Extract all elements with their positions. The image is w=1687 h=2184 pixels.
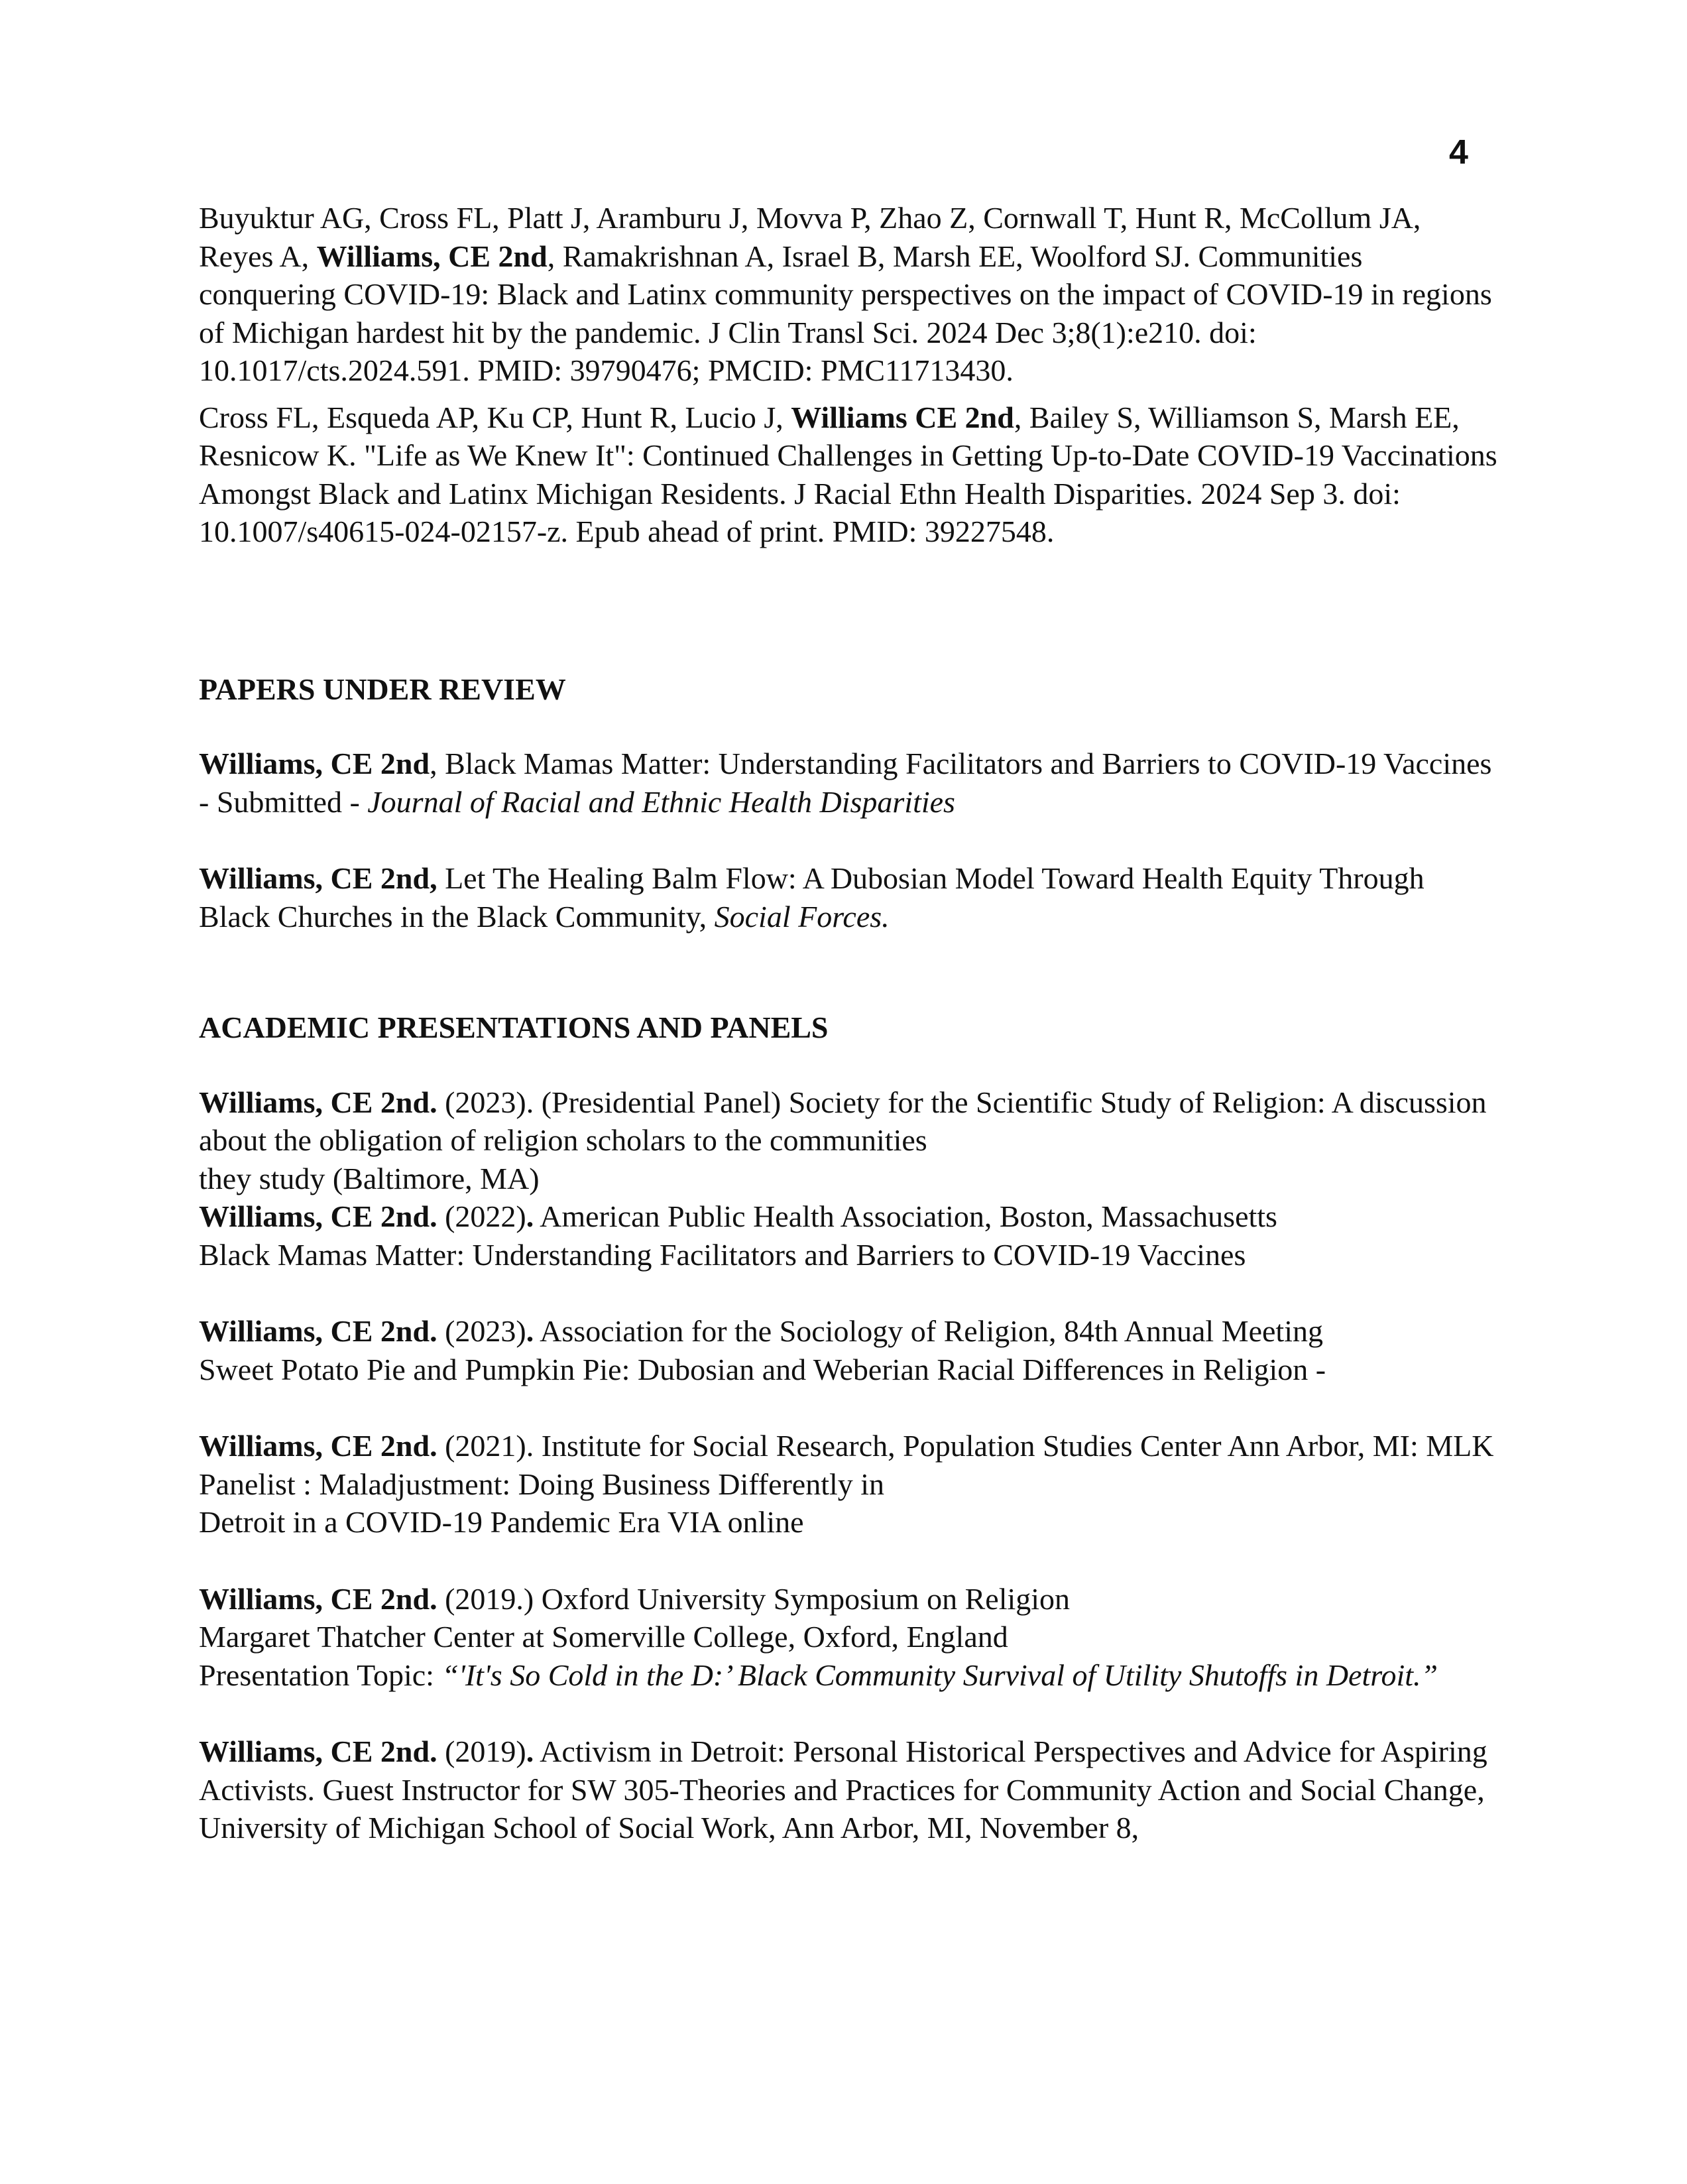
document-body <box>199 199 1498 1847</box>
presentation-year: (2022) <box>437 1199 526 1233</box>
presentation-venue: Margaret Thatcher Center at Somerville College, Oxford, England <box>199 1620 1008 1654</box>
author-name: Williams, CE 2nd. <box>199 1734 437 1768</box>
citation-rest: , Bailey S, Williamson S, Marsh EE, Resnicow K. "Life as We Knew It": Continued Challenges in Getting Up-to-Date COVID-19 Vaccinations Amongst Black and Latinx Michigan Residents. J Racial Ethn Health Disparities. 2024 Sep 3. doi: 10.1007/s40615-024-02157-z. Epub ahead of print. PMID: 39227548. <box>199 400 1497 548</box>
section-heading-presentations: ACADEMIC PRESENTATIONS AND PANELS <box>199 1010 829 1044</box>
author-name: Williams, CE 2nd. <box>199 1314 437 1348</box>
presentation-text: (2019.) Oxford University Symposium on Religion <box>437 1581 1071 1616</box>
presentation-entry <box>199 1083 1498 1198</box>
presentation-topic <box>199 1656 1498 1695</box>
author-name: Williams, CE 2nd, <box>199 861 437 895</box>
journal-name: Social Forces. <box>714 899 890 934</box>
presentation-period: . <box>526 1199 534 1233</box>
author-name: Williams, CE 2nd. <box>199 1085 437 1119</box>
authors-before: Buyuktur AG, Cross FL, Platt J, Aramburu J, Movva P, Zhao Z, Cornwall T, Hunt R, McCollum JA, Reyes A, <box>199 201 1421 273</box>
author-name: Williams, CE 2nd <box>199 747 430 780</box>
presentation-text: (2021). Institute for Social Research, Population Studies Center Ann Arbor, MI: MLK Panelist : Maladjustment: Doing Business Differently in <box>199 1429 1494 1501</box>
presentation-text-line: they study (Baltimore, MA) <box>199 1161 540 1195</box>
presentation-text-line: Sweet Potato Pie and Pumpkin Pie: Dubosian and Weberian Racial Differences in Religion - <box>199 1352 1326 1386</box>
publication-entry <box>199 199 1498 390</box>
presentation-entry <box>199 1312 1498 1388</box>
presentation-period: . <box>526 1314 534 1348</box>
presentation-text: Activism in Detroit: Personal Historical Perspectives and Advice for Aspiring Activists. Guest Instructor for SW 305-Theories and Practices for Community Action and Social Change, University of Michigan School of Social Work, Ann Arbor, MI, November 8, <box>199 1734 1487 1845</box>
author-name: Williams, CE 2nd. <box>199 1429 437 1463</box>
section-heading-papers-under-review: PAPERS UNDER REVIEW <box>199 672 566 706</box>
presentation-text: (2023). (Presidential Panel) Society for the Scientific Study of Religion: A discussion about the obligation of religion scholars to the communities <box>199 1085 1487 1157</box>
paper-title: , Black Mamas Matter: Understanding Facilitators and Barriers to COVID-19 Vaccines - Submitted - <box>199 747 1492 819</box>
topic-label: Presentation Topic: <box>199 1658 442 1692</box>
highlighted-author: Williams CE 2nd <box>791 400 1014 434</box>
highlighted-author: Williams, CE 2nd <box>316 239 548 273</box>
presentation-entry <box>199 1732 1498 1847</box>
presentation-text-line: Black Mamas Matter: Understanding Facilitators and Barriers to COVID-19 Vaccines <box>199 1237 1246 1272</box>
publication-entry <box>199 398 1498 551</box>
author-name: Williams, CE 2nd. <box>199 1199 437 1233</box>
presentation-text-line: Detroit in a COVID-19 Pandemic Era VIA online <box>199 1505 804 1539</box>
page-number: 4 <box>1449 133 1468 172</box>
review-entry <box>199 745 1498 821</box>
presentation-period: . <box>526 1734 534 1768</box>
paper-title: Let The Healing Balm Flow: A Dubosian Model Toward Health Equity Through Black Churches in the Black Community, <box>199 861 1425 934</box>
topic-title: “'It's So Cold in the D:’ Black Community Survival of Utility Shutoffs in Detroit.” <box>441 1658 1438 1692</box>
authors-before: Cross FL, Esqueda AP, Ku CP, Hunt R, Lucio J, <box>199 400 791 434</box>
presentation-entry <box>199 1197 1498 1274</box>
citation-rest: , Ramakrishnan A, Israel B, Marsh EE, Woolford SJ. Communities conquering COVID-19: Black and Latinx community perspectives on the impact of COVID-19 in regions of Michigan hardest hit by the pandemic. J Clin Transl Sci. 2024 Dec 3;8(1):e210. doi: 10.1017/cts.2024.591. PMID: 39790476; PMCID: PMC11713430. <box>199 239 1492 387</box>
journal-name: Journal of Racial and Ethnic Health Disparities <box>367 784 955 819</box>
author-name: Williams, CE 2nd. <box>199 1581 437 1616</box>
review-entry <box>199 859 1498 936</box>
presentation-entry <box>199 1580 1498 1695</box>
presentation-text: American Public Health Association, Boston, Massachusetts <box>534 1199 1277 1233</box>
presentation-text: Association for the Sociology of Religion, 84th Annual Meeting <box>534 1314 1323 1348</box>
presentation-year: (2023) <box>437 1314 526 1348</box>
presentation-year: (2019) <box>437 1734 526 1768</box>
presentation-entry <box>199 1427 1498 1542</box>
